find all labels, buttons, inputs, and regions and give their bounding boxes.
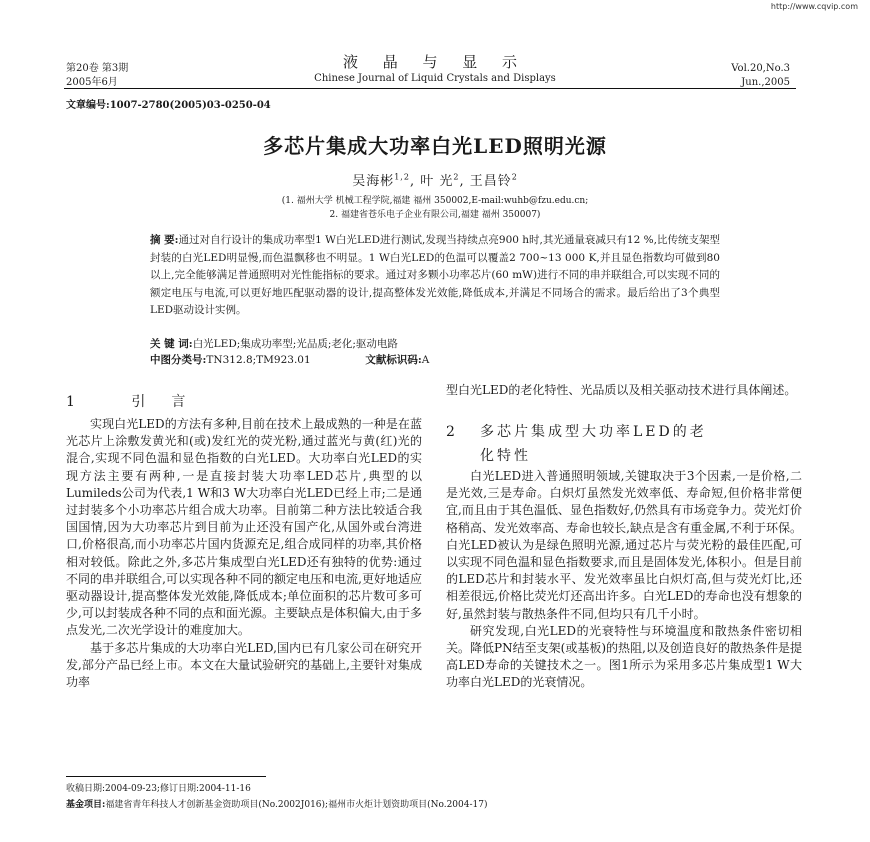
watermark-url: http://www.cqvip.com [770,2,858,11]
doc-code-value: A [421,354,430,366]
section-2-heading [446,420,802,468]
affiliation-2: 2. 福建省苍乐电子企业有限公司,福建 福州 350007) [329,210,541,220]
section-1-heading: 1 引言 [66,394,212,410]
right-column-continuation [446,382,802,399]
funding-label: 基金项目: [66,800,106,810]
keywords-text: 白光LED;集成功率型;光品质;老化;驱动电路 [192,338,398,350]
footnote-funding [66,798,806,812]
article-number: 文章编号:1007-2780(2005)03-0250-04 [66,100,271,111]
section-1-paragraph-2: 基于多芯片集成的大功率白光LED,国内已有几家公司在研究开发,部分产品已经上市。本文在大量试验研究的基础上,主要针对集成功率 [66,640,422,690]
author-2-affil: 2 [453,172,460,182]
volume-en: Vol.20,No.3 [731,63,790,74]
section-2-number: 2 [446,424,455,440]
affiliation-1: (1. 福州大学 机械工程学院,福建 福州 350002,E-mail:wuhb@fzu.edu.cn; [281,196,589,206]
journal-title-en: Chinese Journal of Liquid Crystals and Displays [314,73,556,84]
abstract-label: 摘 要: [150,234,179,246]
date-en: Jun.,2005 [741,77,790,88]
section-2-heading-line-1: 多芯片集成型大功率LED的老 [480,424,707,440]
classification [150,352,720,368]
abstract-text: 通过对自行设计的集成功率型1 W白光LED进行测试,发现当持续点亮900 h时,其光通量衰减只有12 %,比传统支架型封装的白光LED明显慢,而色温飘移也不明显。1 W白光LED的色温可以覆盖2 700~13 000 K,并且显色指数均可做到80以上,完全能够满足普通照明对光性能指标的要求。通过对多颗小功率芯片(60 mW)进行不同的串并联组合,可以实现不同的额定电压与电流,可以更好地匹配驱动器的设计,提高整体发光效能,降低成本,并满足不同场合的需求。最后给出了3个典型LED驱动设计实例。 [150,234,720,316]
author-1-affil: 1,2 [394,172,410,182]
section-1-continuation: 型白光LED的老化特性、光品质以及相关驱动技术进行具体阐述。 [446,383,797,397]
header-rule [64,88,796,89]
header-right [731,62,790,90]
doc-code-label: 文献标识码: [365,354,422,366]
left-column [66,416,422,691]
clc-value: TN312.8;TM923.01 [206,354,311,366]
paper-title: 多芯片集成大功率白光LED照明光源 [263,134,607,158]
section-2-paragraph-1: 白光LED进入普通照明领域,关键取决于3个因素,一是价格,二是光效,三是寿命。白炽灯虽然发光效率低、寿命短,但价格非常便宜,而且由于其色温低、显色指数好,仍然具有市场竞争力。荧光灯价格稍高、发光效率高、寿命也较长,缺点是含有重金属,不利于环保。白光LED被认为是绿色照明光源,通过芯片与荧光粉的最佳匹配,可以实现不同色温和显色指数要求,而且是固体发光,体积小。但是目前的LED芯片和封装水平、发光效率虽比白炽灯高,但与荧光灯比,还相差很远,价格比荧光灯还高出许多。白光LED的寿命也没有想象的好,虽然封装与散热条件不同,但均只有几千小时。 [446,469,802,621]
clc-label: 中图分类号: [150,354,207,366]
keywords-label: 关 键 词: [150,338,193,350]
author-1: 吴海彬 [352,174,395,189]
author-list: 吴海彬$^{1,2}$, 叶 光$^2$, 王昌铃$^2$ [352,172,518,189]
keywords [150,336,720,352]
right-column [446,468,802,692]
footnote-rule [66,776,266,777]
section-2-heading-line-2: 化特性 [480,448,531,464]
author-2: 叶 光 [420,174,454,189]
author-3: 王昌铃 [469,174,512,189]
footnote-received: 收稿日期:2004-09-23;修订日期:2004-11-16 [66,784,251,794]
date-cn: 2005年6月 [66,77,118,88]
section-1-paragraph-1: 实现白光LED的方法有多种,目前在技术上最成熟的一种是在蓝光芯片上涂敷发黄光和(或)发红光的荧光粉,通过蓝光与黄(红)光的混合,实现不同色温和显色指数的白光LED。大功率白光LED的实现方法主要有两种,一是直接封装大功率LED芯片,典型的以Lumileds公司为代表,1 W和3 W大功率白光LED已经上市;二是通过封装多个小功率芯片组合成大功率。目前第二种方法比较适合我国国情,因为大功率芯片到目前为止还没有国产化,从国外或台湾进口,价格很高,而小功率芯片国内货源充足,组合成同样的功率,其价格相对较低。除此之外,多芯片集成型白光LED还有独特的优势:通过不同的串并联组合,可以实现各种不同的额定电压和电流,更好地适应驱动器设计,提高整体发光效能,降低成本;单位面积的芯片数可多可少,可以封装成各种不同的点和面光源。主要缺点是体积偏大,由于多点发光,二次光学设计的难度加大。 [66,417,422,638]
abstract [150,232,720,320]
funding-text: 福建省青年科技人才创新基金资助项目(No.2002J016);福州市火炬计划资助项目(No.2004-17) [105,800,488,810]
journal-title-cn: 液 晶 与 显 示 [342,53,528,71]
section-2-paragraph-2: 研究发现,白光LED的光衰特性与环境温度和散热条件密切相关。降低PN结至支架(或基板)的热阻,以及创造良好的散热条件是提高LED寿命的关键技术之一。图1所示为采用多芯片集成型1 W大功率白光LED的光衰情况。 [446,623,802,690]
volume-cn: 第20卷 第3期 [66,63,129,74]
author-3-affil: 2 [511,172,518,182]
